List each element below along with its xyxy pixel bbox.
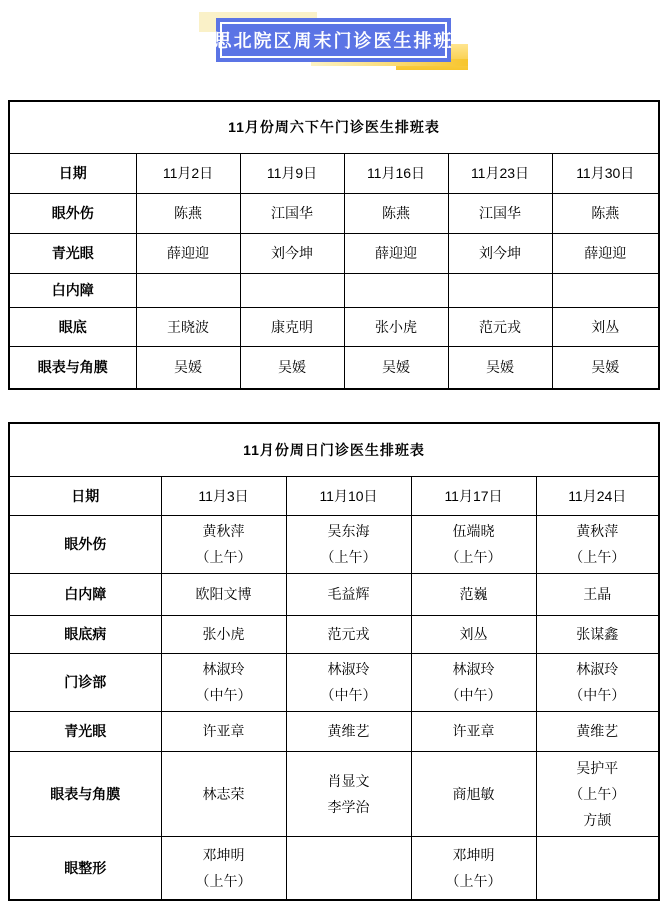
saturday-schedule-table [8,100,660,390]
schedule-cell-line: 吴媛 [591,359,620,376]
column-header-date: 11月23日 [448,153,552,193]
schedule-cell-line: 邓坤明 [452,846,495,863]
schedule-cell-line: 李学治 [327,798,370,815]
schedule-cell-line: 肖显文 [327,772,370,789]
table-row [9,307,659,346]
row-label: 眼外伤 [9,193,136,233]
schedule-cell-line: 邓坤明 [202,846,245,863]
schedule-cell-line: （上午） [195,872,252,889]
schedule-cell [161,615,286,653]
schedule-cell-line: 黄秋萍 [202,523,245,539]
schedule-cell [286,573,411,615]
schedule-cell-line: （中午） [320,687,377,703]
schedule-cell [552,273,659,307]
schedule-cell [411,515,536,573]
schedule-cell [448,193,552,233]
schedule-cell-line: 吴媛 [174,359,202,376]
schedule-cell [240,273,344,307]
schedule-cell [411,751,536,836]
row-label: 眼外伤 [9,515,161,573]
table-row [9,653,659,711]
schedule-cell-line: 薛迎迎 [584,245,627,261]
schedule-cell [448,273,552,307]
schedule-cell-line: （上午） [320,549,377,565]
schedule-cell-line: 林志荣 [202,785,245,802]
schedule-cell [286,515,411,573]
schedule-cell-line: （中午） [195,687,252,703]
schedule-cell-line: 王晓波 [167,318,209,335]
schedule-cell-line: 张谋鑫 [576,626,619,642]
schedule-cell [161,751,286,836]
column-header-label: 日期 [9,153,136,193]
schedule-cell [448,346,552,389]
schedule-cell [536,836,659,900]
schedule-cell [552,307,659,346]
schedule-cell [286,836,411,900]
schedule-cell-line: 康克明 [271,318,313,335]
table-row [9,346,659,389]
schedule-cell [344,346,448,389]
schedule-cell-line: 许亚章 [452,723,495,739]
table-row [9,273,659,307]
column-header-date: 11月30日 [552,153,659,193]
row-label: 眼底病 [9,615,161,653]
schedule-cell [161,515,286,573]
schedule-cell [536,751,659,836]
schedule-cell [240,307,344,346]
row-label: 眼整形 [9,836,161,900]
schedule-cell [448,233,552,273]
schedule-cell-line: 江国华 [479,205,521,221]
table-header-row [9,153,659,193]
schedule-cell-line: 林淑玲 [576,661,619,677]
banner-inner-frame [213,22,454,58]
schedule-cell-line: 刘今坤 [271,245,313,261]
schedule-cell-line: （上午） [569,549,626,565]
schedule-cell [161,573,286,615]
schedule-cell [552,193,659,233]
schedule-cell-line: 黄维艺 [327,723,370,739]
schedule-cell-line: 王晶 [583,586,612,602]
schedule-cell-line: 张小虎 [375,318,417,335]
schedule-cell [536,653,659,711]
schedule-cell-line: （上午） [445,872,502,889]
schedule-cell [136,273,240,307]
table-row [9,515,659,573]
schedule-cell-line: 范元戎 [479,318,521,335]
row-label: 青光眼 [9,233,136,273]
schedule-cell [552,346,659,389]
schedule-cell-line: 黄秋萍 [576,523,619,539]
schedule-cell-line: 林淑玲 [202,661,245,677]
row-label: 门诊部 [9,653,161,711]
schedule-cell-line: 商旭敏 [452,785,495,802]
sunday-schedule-table [8,422,660,901]
schedule-cell [161,653,286,711]
schedule-cell [344,307,448,346]
schedule-cell [411,711,536,751]
schedule-cell [448,307,552,346]
schedule-cell-line: 方颉 [583,811,612,828]
schedule-cell-line: 黄维艺 [576,723,619,739]
schedule-cell-line: （上午） [569,785,626,802]
table-row [9,711,659,751]
schedule-cell-line: 薛迎迎 [167,245,209,261]
schedule-cell-line: （中午） [445,687,502,703]
schedule-cell-line: 陈燕 [382,205,410,221]
table-title: 11月份周六下午门诊医生排班表 [9,101,659,153]
schedule-cell [411,615,536,653]
schedule-cell [344,233,448,273]
schedule-cell [240,346,344,389]
column-header-date: 11月24日 [536,476,659,515]
schedule-cell-line: 范巍 [459,586,488,602]
schedule-cell [536,573,659,615]
table-row [9,615,659,653]
column-header-date: 11月2日 [136,153,240,193]
page-banner [213,18,454,62]
schedule-cell [240,193,344,233]
banner-title: 思北院区周末门诊医生排班 [213,31,454,51]
table-title: 11月份周日门诊医生排班表 [9,423,659,476]
schedule-cell [286,751,411,836]
schedule-cell [136,307,240,346]
schedule-cell-line: 林淑玲 [452,661,495,677]
schedule-cell-line: 陈燕 [591,205,620,221]
schedule-cell-line: （上午） [445,549,502,565]
schedule-cell [536,711,659,751]
schedule-cell-line: （上午） [195,549,252,565]
schedule-cell-line: 吴媛 [278,359,306,376]
schedule-cell [286,615,411,653]
column-header-label: 日期 [9,476,161,515]
schedule-cell [536,615,659,653]
schedule-cell-line: 伍端晓 [452,523,495,539]
schedule-cell [161,711,286,751]
column-header-date: 11月3日 [161,476,286,515]
column-header-date: 11月9日 [240,153,344,193]
schedule-cell [286,653,411,711]
column-header-date: 11月10日 [286,476,411,515]
row-label: 眼表与角膜 [9,346,136,389]
schedule-cell [552,233,659,273]
schedule-cell-line: 欧阳文博 [195,586,252,602]
schedule-cell-line: 范元戎 [327,626,370,642]
schedule-cell [136,346,240,389]
schedule-cell-line: 吴媛 [382,359,410,376]
schedule-cell-line: 刘今坤 [479,245,521,261]
schedule-cell [286,711,411,751]
schedule-cell [411,653,536,711]
table-row [9,573,659,615]
table-row [9,193,659,233]
table-header-row [9,476,659,515]
schedule-cell-line: 江国华 [271,205,313,221]
schedule-cell-line: 张小虎 [202,626,245,642]
column-header-date: 11月16日 [344,153,448,193]
row-label: 白内障 [9,573,161,615]
schedule-cell [344,273,448,307]
row-label: 白内障 [9,273,136,307]
table-row [9,233,659,273]
column-header-date: 11月17日 [411,476,536,515]
schedule-cell-line: 刘丛 [459,626,488,642]
banner-title-box [213,18,454,62]
table-row [9,836,659,900]
row-label: 青光眼 [9,711,161,751]
schedule-cell-line: 吴护平 [576,759,619,776]
schedule-cell [136,193,240,233]
schedule-cell [344,193,448,233]
schedule-cell-line: 薛迎迎 [375,245,417,261]
schedule-cell-line: 吴东海 [327,523,370,539]
schedule-cell-line: 陈燕 [174,205,202,221]
schedule-cell [411,836,536,900]
schedule-cell [240,233,344,273]
schedule-cell-line: 许亚章 [202,723,245,739]
schedule-cell [411,573,536,615]
table-row [9,751,659,836]
schedule-cell [136,233,240,273]
row-label: 眼底 [9,307,136,346]
schedule-cell-line: 刘丛 [591,318,620,335]
row-label: 眼表与角膜 [9,751,161,836]
schedule-cell-line: 毛益辉 [327,586,370,602]
schedule-cell-line: 林淑玲 [327,661,370,677]
schedule-cell-line: 吴媛 [486,359,514,376]
schedule-cell-line: （中午） [569,687,626,703]
schedule-cell [536,515,659,573]
schedule-cell [161,836,286,900]
